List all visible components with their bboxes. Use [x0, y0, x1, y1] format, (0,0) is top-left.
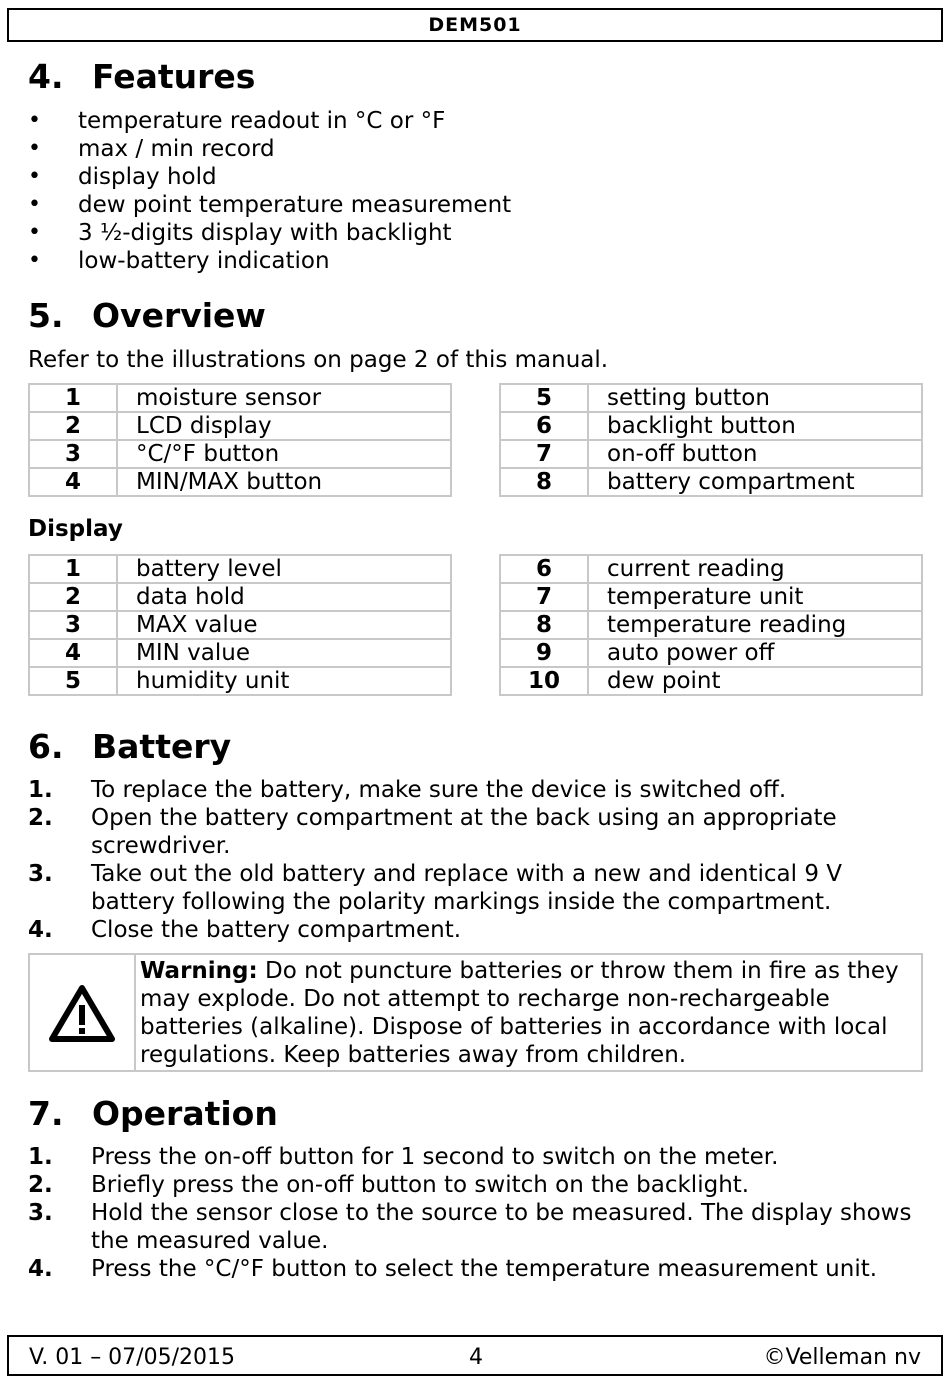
item-label: dew point [588, 667, 922, 695]
item-label: humidity unit [117, 667, 451, 695]
section-number: 7. [28, 1094, 64, 1133]
parts-table-right [499, 383, 923, 497]
step-number: 1. [28, 777, 53, 803]
step-item [28, 804, 928, 860]
document-header: DEM501 [7, 8, 943, 42]
step-number: 1. [28, 1144, 53, 1170]
step-item [28, 1143, 928, 1171]
step-number: 2. [28, 1172, 53, 1198]
table-row [29, 611, 451, 639]
table-row [500, 412, 922, 440]
display-table-left [28, 554, 452, 696]
item-number: 5 [29, 667, 117, 695]
step-item [28, 860, 928, 916]
overview-intro: Refer to the illustrations on page 2 of this manual. [28, 347, 609, 373]
footer-copyright: ©Velleman nv [763, 1345, 921, 1370]
item-label: current reading [588, 555, 922, 583]
part-label: battery compartment [588, 468, 922, 496]
section-number: 4. [28, 57, 64, 96]
display-subheading: Display [28, 516, 123, 542]
step-number: 3. [28, 861, 53, 887]
section-features-heading [28, 57, 256, 96]
section-operation-heading [28, 1094, 278, 1133]
part-label: MIN/MAX button [117, 468, 451, 496]
section-number: 6. [28, 727, 64, 766]
table-row [500, 611, 922, 639]
page-number: 4 [469, 1345, 483, 1370]
part-label: backlight button [588, 412, 922, 440]
part-number: 8 [500, 468, 588, 496]
section-battery-heading [28, 727, 232, 766]
warning-text [140, 957, 918, 1069]
item-number: 3 [29, 611, 117, 639]
part-number: 3 [29, 440, 117, 468]
battery-steps [28, 776, 928, 944]
item-label: data hold [117, 583, 451, 611]
part-number: 6 [500, 412, 588, 440]
step-text: Take out the old battery and replace with a new and identical 9 V battery following the polarity markings inside the compartment. [91, 861, 843, 915]
table-row [29, 639, 451, 667]
battery-warning-box [28, 953, 923, 1072]
section-title: Battery [92, 727, 232, 766]
item-label: MIN value [117, 639, 451, 667]
table-row [500, 384, 922, 412]
table-row [29, 667, 451, 695]
table-row [500, 583, 922, 611]
step-item [28, 776, 928, 804]
operation-steps [28, 1143, 928, 1283]
item-number: 1 [29, 555, 117, 583]
part-label: moisture sensor [117, 384, 451, 412]
list-item: • max / min record [28, 135, 511, 163]
item-number: 8 [500, 611, 588, 639]
list-item: • display hold [28, 163, 511, 191]
part-label: setting button [588, 384, 922, 412]
item-number: 9 [500, 639, 588, 667]
warning-triangle-icon [48, 983, 116, 1043]
part-number: 4 [29, 468, 117, 496]
table-row [500, 667, 922, 695]
table-row [500, 440, 922, 468]
section-overview-heading [28, 296, 266, 335]
item-label: auto power off [588, 639, 922, 667]
parts-table-left [28, 383, 452, 497]
table-row [29, 440, 451, 468]
table-row [29, 412, 451, 440]
list-item: • temperature readout in °C or °F [28, 107, 511, 135]
part-number: 7 [500, 440, 588, 468]
step-text: Press the °C/°F button to select the temperature measurement unit. [91, 1256, 878, 1282]
warning-icon-cell [30, 955, 136, 1070]
section-title: Features [92, 57, 256, 96]
list-item: • low-battery indication [28, 247, 511, 275]
item-label: temperature unit [588, 583, 922, 611]
step-number: 4. [28, 917, 53, 943]
step-number: 4. [28, 1256, 53, 1282]
item-label: temperature reading [588, 611, 922, 639]
part-number: 5 [500, 384, 588, 412]
part-number: 2 [29, 412, 117, 440]
part-number: 1 [29, 384, 117, 412]
table-row [500, 468, 922, 496]
features-list [28, 107, 511, 275]
step-item [28, 1255, 928, 1283]
step-item [28, 1199, 928, 1255]
item-number: 7 [500, 583, 588, 611]
item-number: 6 [500, 555, 588, 583]
step-item [28, 916, 928, 944]
item-number: 10 [500, 667, 588, 695]
section-title: Overview [92, 296, 266, 335]
table-row [29, 583, 451, 611]
warning-label: Warning: [140, 958, 258, 984]
table-row [500, 555, 922, 583]
step-number: 3. [28, 1200, 53, 1226]
part-label: °C/°F button [117, 440, 451, 468]
part-label: on-off button [588, 440, 922, 468]
step-text: To replace the battery, make sure the device is switched off. [91, 777, 787, 803]
table-row [29, 555, 451, 583]
section-number: 5. [28, 296, 64, 335]
step-text: Briefly press the on-off button to switch on the backlight. [91, 1172, 750, 1198]
footer-version: V. 01 – 07/05/2015 [29, 1345, 235, 1370]
step-text: Hold the sensor close to the source to be measured. The display shows the measured value. [91, 1200, 912, 1254]
display-table-right [499, 554, 923, 696]
item-number: 4 [29, 639, 117, 667]
part-label: LCD display [117, 412, 451, 440]
table-row [500, 639, 922, 667]
list-item: • 3 ½-digits display with backlight [28, 219, 511, 247]
warning-body: Do not puncture batteries or throw them in fire as they may explode. Do not attempt to recharge non-rechargeable batteries (alkaline). Dispose of batteries in accordance with local regulations. Keep batteries away from children. [140, 958, 899, 1068]
table-row [29, 468, 451, 496]
step-text: Open the battery compartment at the back using an appropriate screwdriver. [91, 805, 837, 859]
item-label: MAX value [117, 611, 451, 639]
document-footer [7, 1335, 943, 1376]
step-text: Close the battery compartment. [91, 917, 462, 943]
step-number: 2. [28, 805, 53, 831]
section-title: Operation [92, 1094, 278, 1133]
item-number: 2 [29, 583, 117, 611]
step-item [28, 1171, 928, 1199]
table-row [29, 384, 451, 412]
item-label: battery level [117, 555, 451, 583]
step-text: Press the on-off button for 1 second to switch on the meter. [91, 1144, 779, 1170]
list-item: • dew point temperature measurement [28, 191, 511, 219]
